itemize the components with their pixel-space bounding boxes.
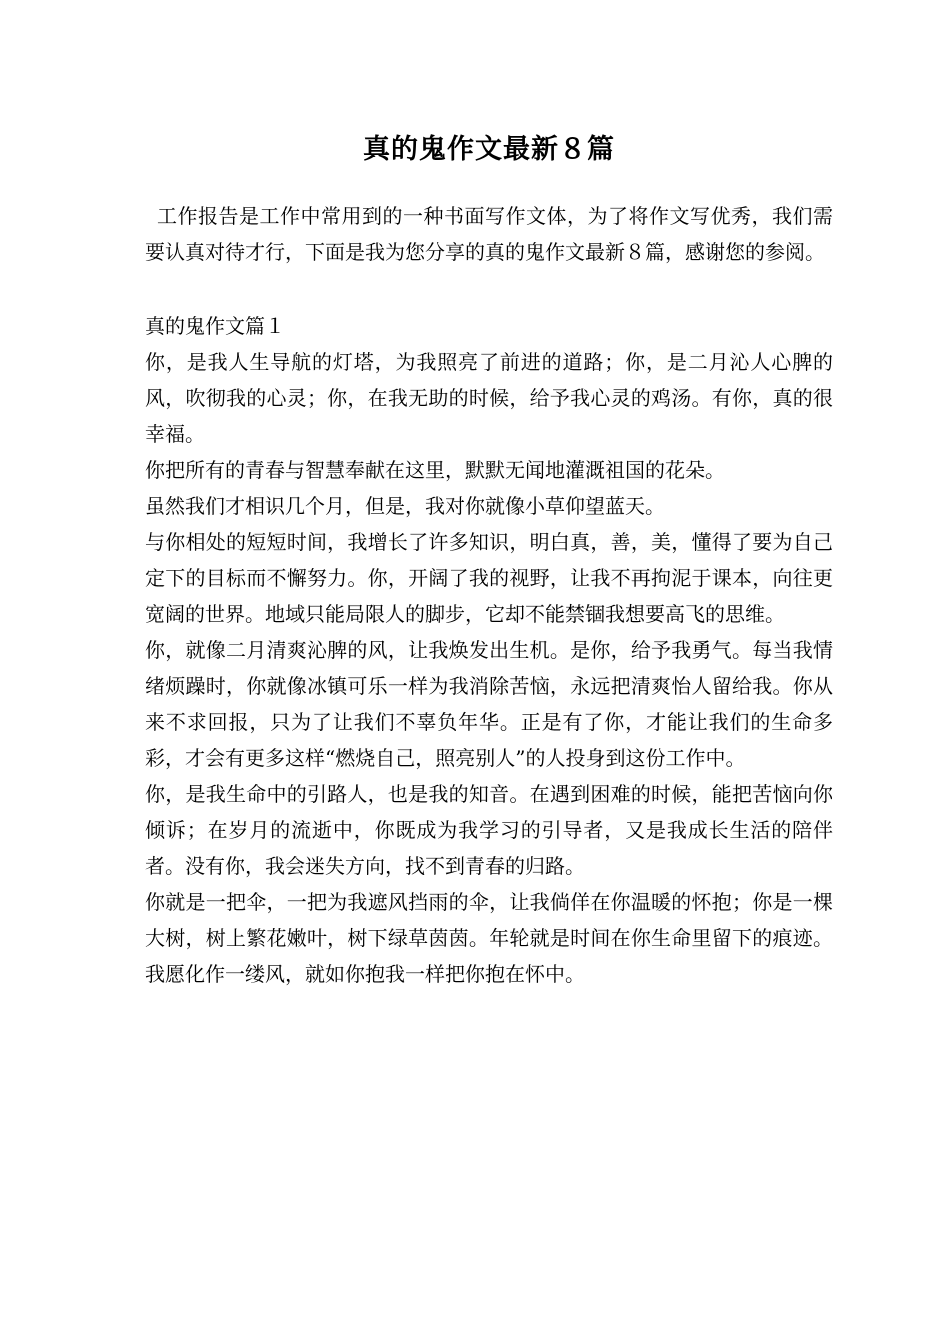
section-heading: 真的鬼作文篇１ bbox=[145, 314, 285, 338]
body-paragraph: 你，就像二月清爽沁脾的风，让我焕发出生机。是你，给予我勇气。每当我情绪烦躁时，你就像冰镇可乐一样为我消除苦恼，永远把清爽怡人留给我。你从来不求回报，只为了让我们不辜负年华。正是有了你，才能让我们的生命多彩，才会有更多这样“燃烧自己，照亮别人”的人投身到这份工作中。 bbox=[145, 638, 833, 770]
body-paragraph: 虽然我们才相识几个月，但是，我对你就像小草仰望蓝天。 bbox=[145, 494, 665, 518]
section-spacer bbox=[145, 270, 833, 308]
body-paragraph: 你把所有的青春与智慧奉献在这里，默默无闻地灌溉祖国的花朵。 bbox=[145, 458, 725, 482]
document-title: 真的鬼作文最新８篇 bbox=[363, 134, 615, 165]
body-paragraph: 与你相处的短短时间，我增长了许多知识，明白真，善，美，懂得了要为自己定下的目标而不懈努力。你，开阔了我的视野，让我不再拘泥于课本，向往更宽阔的世界。地域只能局限人的脚步，它却不能禁锢我想要高飞的思维。 bbox=[145, 530, 833, 626]
intro-paragraph: 工作报告是工作中常用到的一种书面写作文体，为了将作文写优秀，我们需要认真对待才行，下面是我为您分享的真的鬼作文最新８篇，感谢您的参阅。 bbox=[145, 204, 833, 264]
body-paragraph: 你就是一把伞，一把为我遮风挡雨的伞，让我倘佯在你温暖的怀抱；你是一棵大树，树上繁花嫩叶，树下绿草茵茵。年轮就是时间在你生命里留下的痕迹。我愿化作一缕风，就如你抱我一样把你抱在怀中。 bbox=[145, 890, 833, 986]
document-body bbox=[145, 130, 833, 992]
body-paragraph: 你，是我生命中的引路人，也是我的知音。在遇到困难的时候，能把苦恼向你倾诉；在岁月的流逝中，你既成为我学习的引导者，又是我成长生活的陪伴者。没有你，我会迷失方向，找不到青春的归路。 bbox=[145, 782, 833, 878]
body-paragraph: 你，是我人生导航的灯塔，为我照亮了前进的道路；你，是二月沁人心脾的风，吹彻我的心灵；你，在我无助的时候，给予我心灵的鸡汤。有你，真的很幸福。 bbox=[145, 350, 833, 446]
